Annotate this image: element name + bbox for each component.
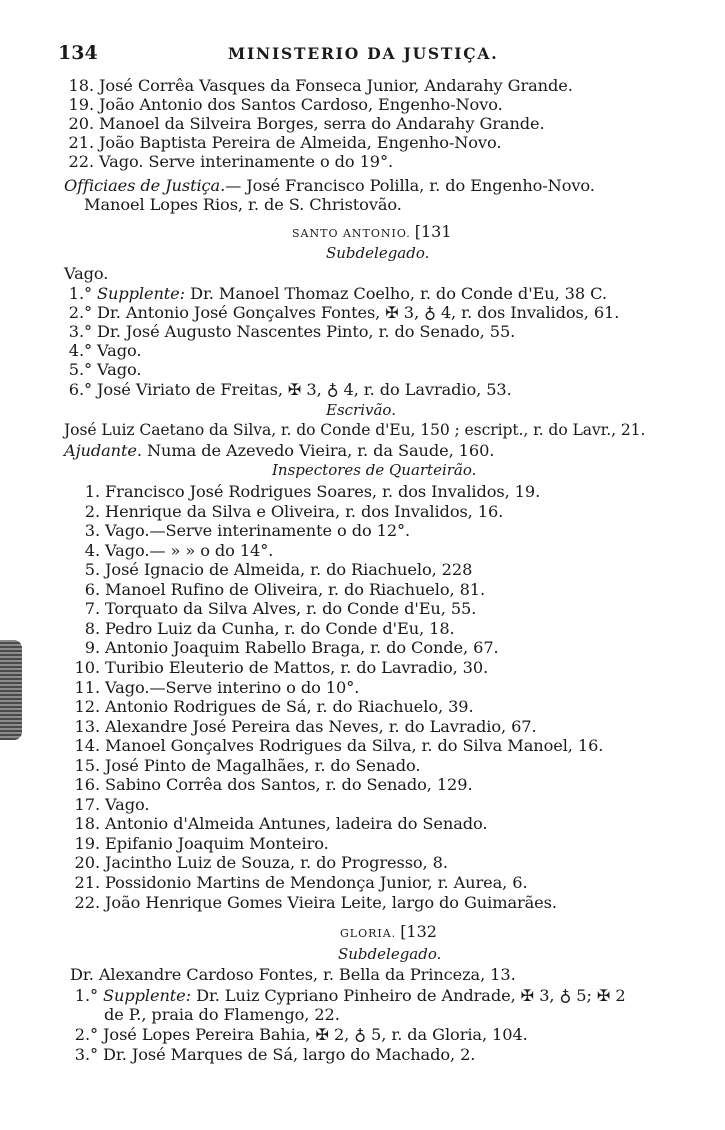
supplente-entry: 1.° Supplente: Dr. Luiz Cypriano Pinheiro de Andrade, ✠ 3, ♁ 5; ✠ 2 bbox=[74, 986, 626, 1005]
inspector-entry: 19. Epifanio Joaquim Monteiro. bbox=[74, 834, 329, 853]
officiaes-entry-cont: Manoel Lopes Rios, r. de S. Christovão. bbox=[84, 195, 402, 214]
inspector-entry: 3. Vago.—Serve interinamente o do 12°. bbox=[84, 521, 411, 540]
inspectores-heading: Inspectores de Quarteirão. bbox=[272, 461, 477, 479]
ajudante-label: Ajudante. bbox=[64, 441, 142, 460]
inspector-entry: 2. Henrique da Silva e Oliveira, r. dos Invalidos, 16. bbox=[84, 502, 504, 521]
supplente-entry: 3.° Dr. José Augusto Nascentes Pinto, r. do Senado, 55. bbox=[68, 322, 516, 341]
supplente-entry: 6.° José Viriato de Freitas, ✠ 3, ♁ 4, r. do Lavradio, 53. bbox=[68, 380, 512, 399]
inspector-entry: 18. Antonio d'Almeida Antunes, ladeira do Senado. bbox=[74, 814, 488, 833]
subdelegado-name: Vago. bbox=[64, 264, 109, 283]
list-item: 19. João Antonio dos Santos Cardoso, Engenho-Novo. bbox=[68, 95, 503, 114]
list-item: 21. João Baptista Pereira de Almeida, Engenho-Novo. bbox=[68, 133, 502, 152]
inspector-entry: 13. Alexandre José Pereira das Neves, r. do Lavradio, 67. bbox=[74, 717, 537, 736]
page-edge-stain bbox=[0, 640, 22, 740]
inspector-entry: 1. Francisco José Rodrigues Soares, r. dos Invalidos, 19. bbox=[84, 482, 541, 501]
supplente-entry: 2.° Dr. Antonio José Gonçalves Fontes, ✠ 3, ♁ 4, r. dos Invalidos, 61. bbox=[68, 303, 620, 322]
inspector-entry: 9. Antonio Joaquim Rabello Braga, r. do Conde, 67. bbox=[84, 638, 499, 657]
supplente-entry-cont: de P., praia do Flamengo, 22. bbox=[104, 1005, 340, 1024]
inspector-entry: 20. Jacintho Luiz de Souza, r. do Progresso, 8. bbox=[74, 853, 448, 872]
escrivao-heading: Escrivão. bbox=[326, 401, 396, 419]
section-heading-gloria: GLORIA. [132 bbox=[340, 922, 437, 941]
inspector-entry: 16. Sabino Corrêa dos Santos, r. do Senado, 129. bbox=[74, 775, 473, 794]
inspector-entry: 14. Manoel Gonçalves Rodrigues da Silva, r. do Silva Manoel, 16. bbox=[74, 736, 604, 755]
section-heading-santo-antonio: SANTO ANTONIO. [131 bbox=[292, 222, 452, 241]
inspector-entry: 6. Manoel Rufino de Oliveira, r. do Riachuelo, 81. bbox=[84, 580, 486, 599]
list-item: 20. Manoel da Silveira Borges, serra do Andarahy Grande. bbox=[68, 114, 545, 133]
inspector-entry: 17. Vago. bbox=[74, 795, 150, 814]
inspector-entry: 11. Vago.—Serve interino o do 10°. bbox=[74, 678, 360, 697]
inspector-entry: 4. Vago.— » » o do 14°. bbox=[84, 541, 274, 560]
supplente-entry: 3.° Dr. José Marques de Sá, largo do Machado, 2. bbox=[74, 1045, 476, 1064]
supplente-entry: 2.° José Lopes Pereira Bahia, ✠ 2, ♁ 5, r. da Gloria, 104. bbox=[74, 1025, 528, 1044]
page-title: MINISTERIO DA JUSTIÇA. bbox=[228, 44, 499, 63]
inspector-entry: 8. Pedro Luiz da Cunha, r. do Conde d'Eu, 18. bbox=[84, 619, 455, 638]
subdelegado-heading: Subdelegado. bbox=[338, 945, 442, 963]
supplente-entry: 5.° Vago. bbox=[68, 360, 142, 379]
inspector-entry: 21. Possidonio Martins de Mendonça Junior, r. Aurea, 6. bbox=[74, 873, 528, 892]
subdelegado-name: Dr. Alexandre Cardoso Fontes, r. Bella da Princeza, 13. bbox=[70, 965, 516, 984]
inspector-entry: 22. João Henrique Gomes Vieira Leite, largo do Guimarães. bbox=[74, 893, 557, 912]
list-item: 22. Vago. Serve interinamente o do 19°. bbox=[68, 152, 394, 171]
subdelegado-heading: Subdelegado. bbox=[326, 244, 430, 262]
inspector-entry: 10. Turibio Eleuterio de Mattos, r. do Lavradio, 30. bbox=[74, 658, 489, 677]
officiaes-label: Officiaes de Justiça. bbox=[64, 176, 226, 195]
inspector-entry: 12. Antonio Rodrigues de Sá, r. do Riachuelo, 39. bbox=[74, 697, 474, 716]
supplente-entry: 1.° Supplente: Dr. Manoel Thomaz Coelho, r. do Conde d'Eu, 38 C. bbox=[68, 284, 607, 303]
escrivao-name: José Luiz Caetano da Silva, r. do Conde d'Eu, 150 ; escript., r. do Lavr., 21. bbox=[64, 421, 646, 439]
supplente-entry: 4.° Vago. bbox=[68, 341, 142, 360]
inspector-entry: 7. Torquato da Silva Alves, r. do Conde d'Eu, 55. bbox=[84, 599, 477, 618]
page-number: 134 bbox=[58, 42, 98, 64]
list-item: 18. José Corrêa Vasques da Fonseca Junior, Andarahy Grande. bbox=[68, 76, 573, 95]
inspector-entry: 15. José Pinto de Magalhães, r. do Senado. bbox=[74, 756, 421, 775]
ajudante-entry: Ajudante. Numa de Azevedo Vieira, r. da Saude, 160. bbox=[64, 441, 495, 460]
officiaes-entry: Officiaes de Justiça.— José Francisco Polilla, r. do Engenho-Novo. bbox=[64, 176, 595, 195]
inspector-entry: 5. José Ignacio de Almeida, r. do Riachuelo, 228 bbox=[84, 560, 473, 579]
